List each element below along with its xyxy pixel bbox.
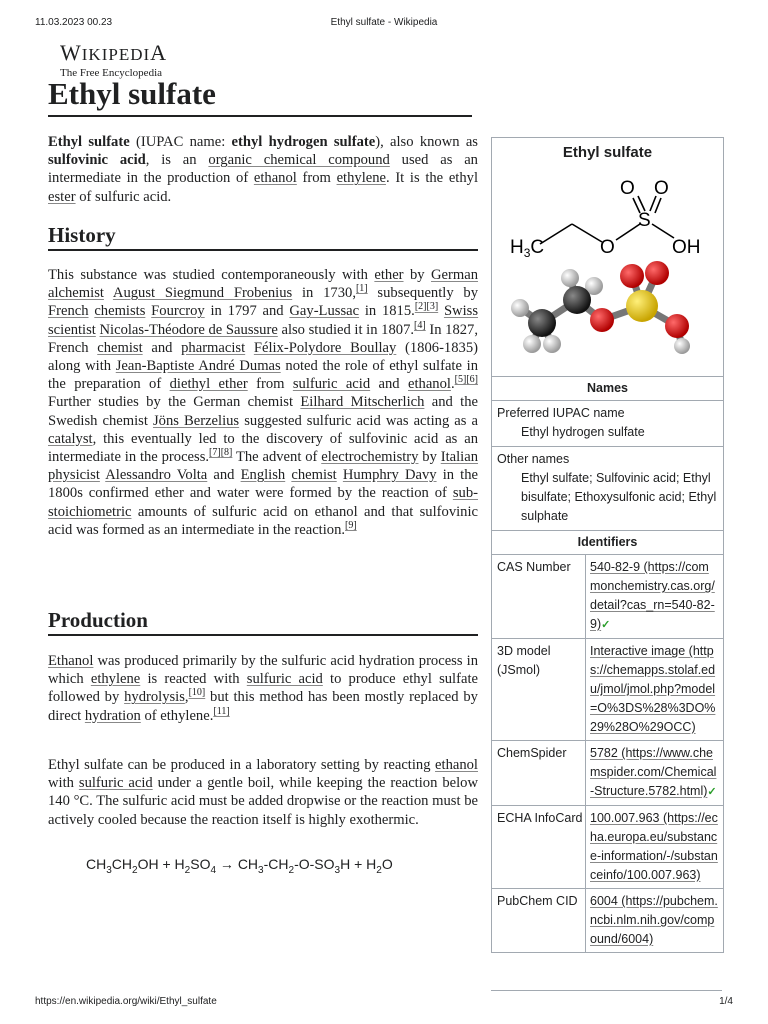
title-divider — [48, 115, 472, 117]
ref-10[interactable]: [10] — [188, 687, 206, 699]
history-divider — [48, 249, 478, 251]
identifier-row-cas — [492, 554, 723, 638]
jsmol-link[interactable]: Interactive image (https://chemapps.stolaf.edu/jmol/jmol.php?model=O%3DS%28%3DO%29%28O%29OCC) — [590, 644, 716, 734]
infobox-names-header: Names — [492, 376, 723, 400]
link-pharmacist[interactable]: pharmacist — [181, 339, 246, 356]
logo-tagline: The Free Encyclopedia — [60, 67, 163, 79]
link-fourcroy[interactable]: Fourcroy — [151, 303, 205, 320]
link-ethanol-2[interactable]: ethanol — [408, 376, 451, 393]
link-sulfuric-acid[interactable]: sulfuric acid — [292, 376, 371, 393]
identifier-row-pubchem — [492, 888, 723, 952]
identifier-value[interactable] — [586, 639, 723, 740]
identifier-key[interactable]: PubChem CID — [492, 889, 586, 952]
chemspider-link[interactable]: 5782 (https://www.chemspider.com/Chemical-Structure.5782.html) — [590, 746, 717, 798]
ref-8[interactable]: [8] — [220, 447, 233, 459]
skeletal-structure-image[interactable] — [492, 165, 723, 260]
link-alchemist[interactable]: alchemist — [48, 285, 104, 302]
print-datetime: 11.03.2023 00.23 — [35, 17, 113, 28]
ref-2[interactable]: [2] — [414, 301, 427, 313]
link-sulfuric-acid-2[interactable]: sulfuric acid — [246, 671, 323, 688]
heading-history: History — [48, 223, 116, 247]
identifier-key[interactable]: CAS Number — [492, 555, 586, 638]
logo-wordmark: WIKIPEDIA — [60, 40, 168, 65]
production-paragraph-2: Ethyl sulfate can be produced in a laboratory setting by reacting ethanol with sulfuric acid under a gentle boil, while keeping the reaction below 140 °C. The sulfuric acid must be added dropwise or the reaction must be actively cooled because the reaction itself is highly exothermic. — [48, 757, 478, 828]
link-davy[interactable]: Humphry Davy — [342, 467, 437, 484]
identifier-value[interactable] — [586, 741, 723, 805]
link-dumas[interactable]: Jean-Baptiste André Dumas — [115, 358, 281, 375]
link-ester[interactable]: ester — [48, 188, 76, 205]
ref-1[interactable]: [1] — [355, 283, 368, 295]
ref-9[interactable]: [9] — [345, 519, 357, 531]
identifier-value[interactable] — [586, 555, 723, 638]
cas-link[interactable]: 540-82-9 (https://commonchemistry.cas.org/detail?cas_rn=540-82-9) — [590, 560, 715, 631]
link-chemist-2[interactable]: chemist — [291, 467, 337, 484]
production-paragraph-1: Ethanol was produced primarily by the sulfuric acid hydration process in which ethylene is reacted with sulfuric acid to produce ethyl sulfate followed by hydrolysis,[10] but this method has been mostly replaced by direct hydration of ethylene.[11] — [48, 653, 478, 724]
page-title: Ethyl sulfate — [48, 76, 216, 111]
link-frobenius[interactable]: August Siegmund Frobenius — [112, 285, 293, 302]
link-ethanol-3[interactable]: Ethanol — [48, 653, 94, 669]
print-url: https://en.wikipedia.org/wiki/Ethyl_sulfate — [35, 996, 217, 1007]
svg-text:O: O — [654, 178, 669, 199]
link-hydrolysis[interactable]: hydrolysis — [124, 689, 185, 706]
infobox-other-names — [492, 446, 723, 530]
link-chemist[interactable]: chemist — [97, 339, 143, 356]
ref-6[interactable]: [6] — [466, 374, 478, 386]
link-french[interactable]: French — [48, 303, 89, 320]
link-saussure[interactable]: Nicolas-Théodore de Saussure — [99, 321, 278, 338]
identifier-row-chemspider — [492, 740, 723, 805]
link-swiss[interactable]: Swiss — [443, 303, 479, 320]
reaction-equation: $CH_3CH_2OH + H_2SO_4 \to CH_3-CH_2-O-SO_3H + H_2O$ — [86, 856, 393, 876]
check-icon: ✓ — [601, 619, 611, 631]
identifier-value[interactable] — [586, 806, 723, 888]
svg-text:O: O — [620, 178, 635, 199]
link-german[interactable]: German — [431, 267, 479, 283]
echa-link[interactable]: 100.007.963 (https://echa.europa.eu/substance-information/-/substanceinfo/100.007.963) — [590, 811, 718, 882]
ref-3[interactable]: [3] — [426, 301, 439, 313]
link-italian[interactable]: Italian — [440, 449, 479, 466]
link-ethanol[interactable]: ethanol — [253, 170, 297, 187]
link-english[interactable]: English — [240, 467, 286, 484]
link-chemists[interactable]: chemists — [94, 303, 146, 320]
link-physicist[interactable]: physicist — [48, 467, 100, 484]
print-doc-title: Ethyl sulfate - Wikipedia — [330, 17, 438, 28]
svg-text:OH: OH — [672, 237, 701, 258]
svg-text:O: O — [600, 237, 615, 258]
print-footer — [35, 996, 733, 1007]
link-volta[interactable]: Alessandro Volta — [105, 467, 208, 484]
infobox-continuation-line — [491, 990, 722, 991]
svg-text:H3C: $H_3C$ — [510, 237, 545, 260]
pubchem-link[interactable]: 6004 (https://pubchem.ncbi.nlm.nih.gov/compound/6004) — [590, 894, 718, 946]
ball-and-stick-model-image[interactable] — [492, 248, 723, 376]
iupac-name-value: Ethyl hydrogen sulfate — [521, 425, 645, 439]
other-names-value: Ethyl sulfate; Sulfovinic acid; Ethyl bisulfate; Ethoxysulfonic acid; Ethyl sulphate — [521, 471, 717, 523]
history-paragraph: This substance was studied contemporaneously with ether by German alchemist August Siegmund Frobenius in 1730,[1] subsequently by French chemists Fourcroy in 1797 and Gay-Lussac in 1815.[2][3] Swiss scientist Nicolas-Théodore de Saussure also studied it in 1807.[4] In 1827, French chemist and pharmacist Félix-Polydore Boullay (1806-1835) along with Jean-Baptiste André Dumas noted the role of ethyl sulfate in the preparation of diethyl ether from sulfuric acid and ethanol.[5][6] Further studies by the German chemist Eilhard Mitscherlich and the Swedish chemist Jöns Berzelius suggested sulfuric acid was acting as a catalyst, this eventually led to the discovery of sulfovinic acid as an intermediate in the process.[7][8] The advent of electrochemistry by Italian physicist Alessandro Volta and English chemist Humphry Davy in the 1800s confirmed ether and water were formed by the reaction of sub-stoichiometric amounts of sulfuric acid on ethanol and that sulfovinic acid was formed as an intermediate in the reaction.[9] — [48, 267, 479, 538]
link-organic-compound[interactable]: organic chemical compound — [208, 152, 390, 169]
print-header — [35, 17, 733, 28]
production-divider — [48, 634, 478, 636]
ref-4[interactable]: [4] — [414, 319, 426, 331]
link-catalyst[interactable]: catalyst — [48, 430, 93, 447]
other-names-label: Other names — [497, 452, 570, 466]
ref-5[interactable]: [5] — [454, 374, 467, 386]
link-berzelius[interactable]: Jöns Berzelius — [152, 412, 240, 429]
identifier-row-jsmol — [492, 638, 723, 740]
heading-production: Production — [48, 608, 148, 632]
link-electrochemistry[interactable]: electrochemistry — [321, 449, 419, 466]
identifier-key[interactable]: 3D model (JSmol) — [492, 639, 586, 740]
link-mitscherlich[interactable]: Eilhard Mitscherlich — [300, 394, 425, 411]
link-boullay[interactable]: Félix-Polydore Boullay — [253, 339, 397, 356]
link-ethylene[interactable]: ethylene — [336, 170, 386, 187]
identifier-row-echa — [492, 805, 723, 888]
intro-paragraph: Ethyl sulfate (IUPAC name: ethyl hydrogen sulfate), also known as sulfovinic acid, is an organic chemical compound used as an intermediate in the production of ethanol from ethylene. It is the ethyl ester of sulfuric acid. — [48, 134, 478, 205]
ref-7[interactable]: [7] — [209, 447, 221, 459]
identifier-value[interactable] — [586, 889, 723, 952]
link-gay-lussac[interactable]: Gay-Lussac — [289, 303, 360, 320]
link-ethanol-4[interactable]: ethanol — [435, 757, 478, 773]
ref-11[interactable]: [11] — [213, 705, 230, 717]
link-ether[interactable]: ether — [374, 267, 404, 283]
link-scientist[interactable]: scientist — [48, 321, 96, 338]
svg-text:S: S — [638, 210, 651, 231]
check-icon: ✓ — [707, 786, 717, 798]
print-page-number: 1/4 — [719, 996, 733, 1007]
link-ethylene-2[interactable]: ethylene — [90, 671, 141, 688]
identifier-key[interactable]: ChemSpider — [492, 741, 586, 805]
link-preferred-iupac-name[interactable]: Preferred IUPAC name — [497, 406, 625, 420]
infobox-identifiers-header: Identifiers — [492, 530, 723, 554]
infobox-iupac-name — [492, 400, 723, 446]
infobox-title: Ethyl sulfate — [562, 144, 653, 161]
identifier-key[interactable]: ECHA InfoCard — [492, 806, 586, 888]
link-hydration[interactable]: hydration — [84, 707, 141, 724]
link-sulfuric-acid-3[interactable]: sulfuric acid — [78, 775, 153, 792]
link-diethyl-ether[interactable]: diethyl ether — [169, 376, 248, 393]
infobox — [491, 137, 724, 953]
link-sub-stoichiometric[interactable]: sub-stoichiometric — [48, 485, 478, 520]
